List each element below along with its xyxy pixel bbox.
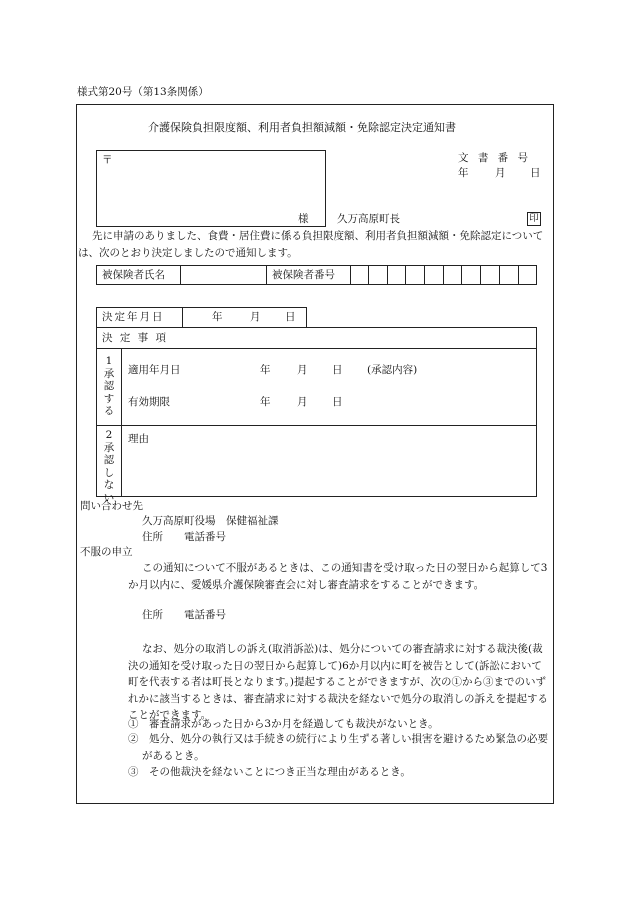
approve-vertical-label: 1 承 認 す る <box>103 355 115 417</box>
decision-date-label: 決定年月日 <box>102 311 165 323</box>
objection-paragraph-1: この通知について不服があるときは、この通知書を受け取った日の翌日から起算して3か月以内に、愛媛県介護保険審査会に対し審査請求をすることができます。 <box>128 562 548 591</box>
insured-name-label: 被保険者氏名 <box>102 269 165 281</box>
issuer: 久万高原町長 <box>337 213 400 225</box>
intro-text: 先に申請のありました、食費・居住費に係る負担限度額、利用者負担額減額・免除認定については、次のとおり決定しましたので通知します。 <box>78 230 544 259</box>
decision-month: 月 <box>250 311 261 323</box>
apply-day: 日 <box>332 364 343 376</box>
objection-address-phone: 住所 電話番号 <box>142 609 226 621</box>
reject-vertical-label: 2 承 認 し な い <box>103 429 115 504</box>
date-year: 年 <box>458 167 469 179</box>
approve-content-label: (承認内容) <box>367 364 418 376</box>
objection-heading: 不服の申立 <box>80 546 133 558</box>
contact-office: 久万高原町役場 保健福祉課 <box>142 515 279 527</box>
address-box <box>96 150 326 227</box>
decision-day: 日 <box>285 311 296 323</box>
apply-year: 年 <box>260 364 271 376</box>
honorific: 様 <box>298 213 309 225</box>
apply-date-label: 適用年月日 <box>128 364 181 376</box>
objection-paragraph-2: なお、処分の取消しの訴え(取消訴訟)は、処分についての審査請求に対する裁決後(裁決の通知を受け取った日の翌日から起算して)6か月以内に町を被告として(訴訟において町を代表する者は町長となります。)提起することができますが、次の①から③までのいずれかに該当するときは、審査請求に対する裁決を経ないで処分の取消しの訴えを提起することができます。 <box>128 643 548 721</box>
insured-number-label: 被保険者番号 <box>272 269 335 281</box>
date-day: 日 <box>530 167 541 179</box>
contact-address-phone: 住所 電話番号 <box>142 531 226 543</box>
postal-mark: 〒 <box>102 154 113 166</box>
reason-label: 理由 <box>128 433 149 445</box>
decision-year: 年 <box>212 311 223 323</box>
valid-year: 年 <box>260 396 271 408</box>
contact-heading: 問い合わせ先 <box>80 500 143 512</box>
valid-day: 日 <box>332 396 343 408</box>
valid-month: 月 <box>297 396 308 408</box>
date-month: 月 <box>495 167 506 179</box>
decision-items-label: 決 定 事 項 <box>102 332 169 344</box>
valid-period-label: 有効期限 <box>128 396 170 408</box>
objection-item-2: ② 処分、処分の執行又は手続きの続行により生ずる著しい損害を避けるため緊急の必要があるとき。 <box>128 733 548 762</box>
decision-table <box>96 327 537 497</box>
doc-number-label: 文 書 番 号 <box>458 152 532 164</box>
objection-item-3: ③ その他裁決を経ないことにつき正当な理由があるとき。 <box>128 766 411 778</box>
seal-mark: 印 <box>527 212 541 226</box>
objection-item-1: ① 審査請求があった日から3か月を経過しても裁決がないとき。 <box>128 718 439 730</box>
apply-month: 月 <box>297 364 308 376</box>
form-number: 様式第20号（第13条関係） <box>77 86 209 98</box>
document-title: 介護保険負担限度額、利用者負担額減額・免除認定決定通知書 <box>148 121 456 134</box>
